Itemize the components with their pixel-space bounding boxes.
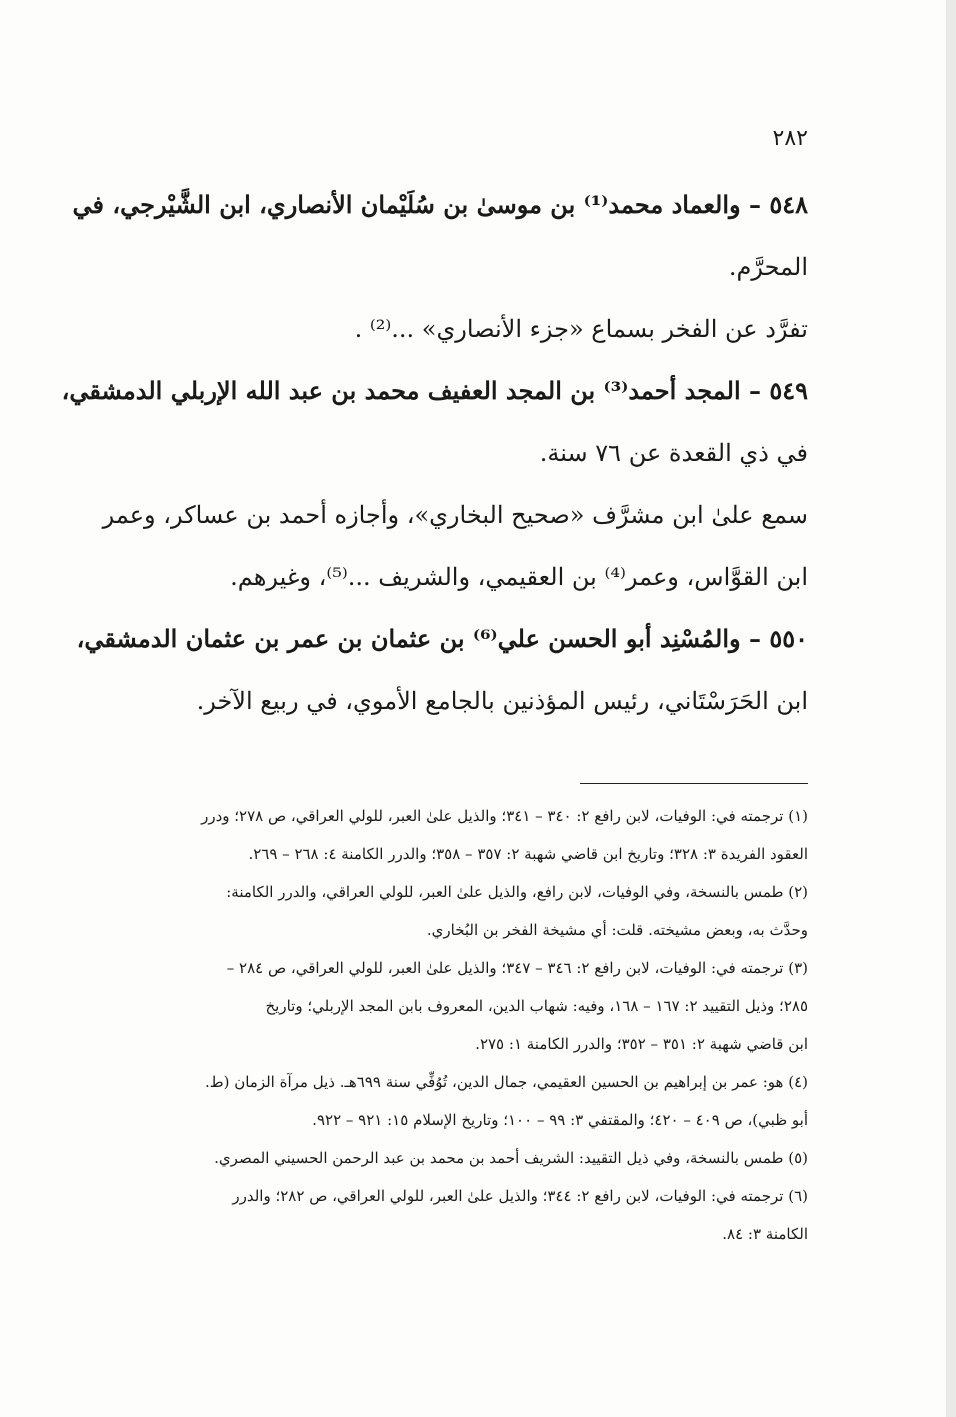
footnote-line: ابن قاضي شهبة ٢: ٣٥١ – ٣٥٢؛ والدرر الكامنة ١: ٢٧٥. xyxy=(475,1035,808,1053)
entry-548-heading: ٥٤٨ – والعماد محمد⁽¹⁾ بن موسىٰ بن سُلَيْمان الأنصاري، ابن الشَّيْرجي، في xyxy=(72,190,808,219)
footnote-line: (١) ترجمته في: الوفيات، لابن رافع ٢: ٣٤٠ – ٣٤١؛ والذيل علىٰ العبر، للولي العراقي، ص ٢٧٨؛ ودرر xyxy=(201,807,808,825)
footnote-line: (٦) ترجمته في: الوفيات، لابن رافع ٢: ٣٤٤؛ والذيل علىٰ العبر، للولي العراقي، ص ٢٨٢؛ والدرر xyxy=(232,1187,808,1205)
entry-550-heading: ٥٥٠ – والمُسْنِد أبو الحسن علي⁽⁶⁾ بن عثمان بن عمر بن عثمان الدمشقي، xyxy=(76,624,808,653)
entry-548-date: المحرَّم. xyxy=(728,253,808,281)
entry-549-date: في ذي القعدة عن ٧٦ سنة. xyxy=(539,439,808,467)
footnote-divider xyxy=(580,783,808,784)
entry-550-body: ابن الحَرَسْتَاني، رئيس المؤذنين بالجامع الأموي، في ربيع الآخر. xyxy=(196,687,808,715)
footnote-line: (٢) طمس بالنسخة، وفي الوفيات، لابن رافع، والذيل علىٰ العبر، للولي العراقي، والدرر الكامنة: xyxy=(226,883,808,901)
entry-549-body-2: ابن القوَّاس، وعمر⁽⁴⁾ بن العقيمي، والشريف ...⁽⁵⁾، وغيرهم. xyxy=(230,563,808,591)
page-number: ٢٨٢ xyxy=(772,126,808,151)
footnote-line: (٣) ترجمته في: الوفيات، لابن رافع ٢: ٣٤٦ – ٣٤٧؛ والذيل علىٰ العبر، للولي العراقي، ص ٢٨٤ – xyxy=(226,959,808,977)
footnote-line: ٢٨٥؛ وذيل التقييد ٢: ١٦٧ – ١٦٨، وفيه: شهاب الدين، المعروف بابن المجد الإربلي؛ وتاريخ xyxy=(265,997,808,1015)
footnote-line: العقود الفريدة ٣: ٣٢٨؛ وتاريخ ابن قاضي شهبة ٢: ٣٥٧ – ٣٥٨؛ والدرر الكامنة ٤: ٢٦٨ – ٢٦٩. xyxy=(248,845,808,863)
footnote-line: (٥) طمس بالنسخة، وفي ذيل التقييد: الشريف أحمد بن محمد بن عبد الرحمن الحسيني المصري. xyxy=(214,1149,808,1167)
footnote-line: أبو ظبي)، ص ٤٠٩ – ٤٢٠؛ والمقتفي ٣: ٩٩ – ١٠٠؛ وتاريخ الإسلام ١٥: ٩٢١ – ٩٢٢. xyxy=(312,1111,808,1129)
footnote-line: الكامنة ٣: ٨٤. xyxy=(722,1225,808,1243)
entry-549-heading: ٥٤٩ – المجد أحمد⁽³⁾ بن المجد العفيف محمد بن عبد الله الإربلي الدمشقي، xyxy=(61,376,808,405)
footnote-line: (٤) هو: عمر بن إبراهيم بن الحسين العقيمي، جمال الدين، تُوُفِّي سنة ٦٩٩هـ. ذيل مرآة الزمان (ط. xyxy=(204,1073,808,1091)
entry-548-body: تفرَّد عن الفخر بسماع «جزء الأنصاري» ...⁽²⁾ . xyxy=(354,315,808,343)
footnote-line: وحدَّث به، وبعض مشيخته. قلت: أي مشيخة الفخر بن البُخاري. xyxy=(426,921,808,939)
entry-549-body-1: سمع علىٰ ابن مشرَّف «صحيح البخاري»، وأجازه أحمد بن عساكر، وعمر xyxy=(102,501,808,529)
